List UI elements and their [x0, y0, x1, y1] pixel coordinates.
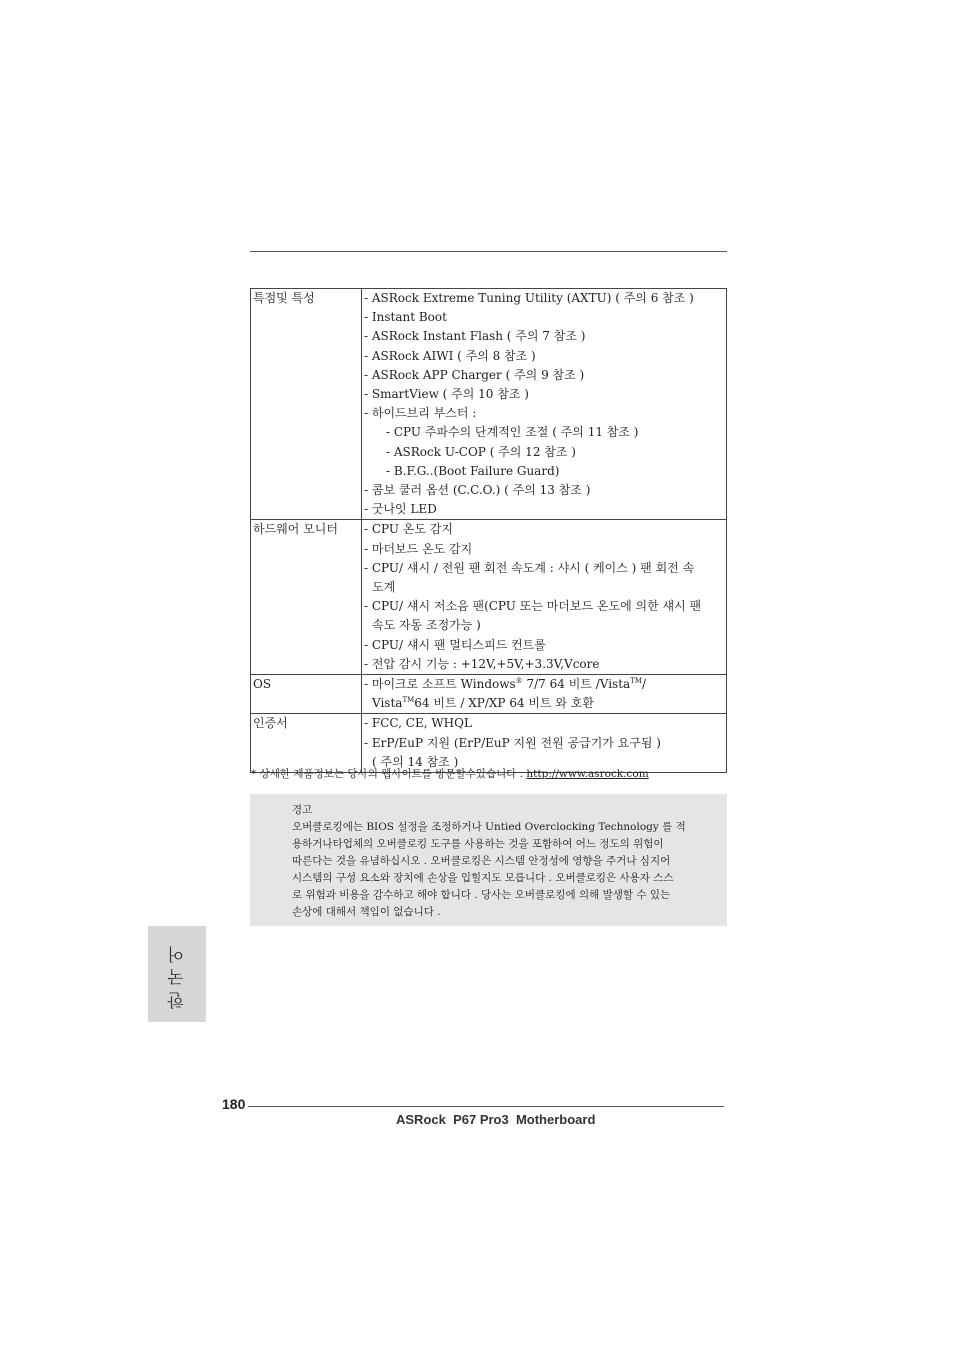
os-text: 64 비트 / XP/XP 64 비트 와 호환 — [414, 696, 594, 711]
language-tab — [148, 926, 206, 1022]
list-item: ( 주의 14 참조 ) — [372, 754, 459, 769]
trademark-mark: TM — [402, 696, 415, 705]
warning-line: 용하거나타업체의 오버클로킹 도구를 사용하는 것을 포함하여 어느 정도의 위험이 — [292, 838, 664, 850]
list-item: - 마더보드 온도 감지 — [364, 541, 473, 556]
row-label-os: OS — [251, 675, 362, 714]
table-row — [251, 520, 727, 675]
list-item: - ErP/EuP 지원 (ErP/EuP 지원 전원 공급기가 요구됨 ) — [364, 735, 661, 750]
os-text: - 마이크로 소프트 Windows — [364, 677, 516, 692]
footer-divider — [248, 1106, 724, 1107]
row-value-certification — [362, 714, 727, 773]
os-line-1 — [364, 675, 724, 694]
row-label-features: 특점및 특성 — [251, 289, 362, 520]
table-row — [251, 289, 727, 520]
list-item: - FCC, CE, WHQL — [364, 716, 472, 731]
list-item: 속도 자동 조정가능 ) — [372, 618, 481, 633]
os-text: / — [642, 677, 647, 692]
list-item: - 전압 감시 기능 : +12V,+5V,+3.3V,Vcore — [364, 656, 600, 671]
warning-line: 오버클로킹에는 BIOS 설정을 조정하거나 Untied Overclocking Technology 를 적 — [292, 821, 686, 833]
warning-box — [250, 794, 727, 926]
list-item: - ASRock APP Charger ( 주의 9 참조 ) — [364, 367, 585, 382]
warning-line: 로 위험과 비용을 감수하고 해야 합니다 . 당사는 오버클로킹에 의해 발생할 수 있는 — [292, 889, 671, 901]
registered-mark: ® — [515, 677, 523, 686]
warning-line: 따른다는 것을 유념하십시오 . 오버클로킹은 시스템 안정성에 영향을 주거나 심지어 — [292, 855, 671, 867]
row-label-certification: 인증서 — [251, 714, 362, 773]
list-item: - CPU/ 섀시 저소음 팬(CPU 또는 마더보드 온도에 의한 섀시 팬 — [364, 599, 702, 614]
list-item: - CPU/ 섀시 팬 멀티스피드 컨트롤 — [364, 637, 546, 652]
list-item: - ASRock U-COP ( 주의 12 참조 ) — [386, 444, 576, 459]
row-value-hardware-monitor — [362, 520, 727, 675]
list-item: - CPU/ 섀시 / 전원 팬 회전 속도계 : 샤시 ( 케이스 ) 팬 회전 속 — [364, 560, 695, 575]
list-item: - CPU 온도 감지 — [364, 522, 454, 537]
page-number: 180 — [222, 1096, 246, 1112]
website-link[interactable]: http://www.asrock.com — [526, 768, 649, 780]
os-line-2 — [364, 694, 724, 713]
warning-line: 시스템의 구성 요소와 장치에 손상을 입힐지도 모릅니다 . 오버클로킹은 사용자 스스 — [292, 872, 674, 884]
list-item: - 콤보 쿨러 옵션 (C.C.O.) ( 주의 13 참조 ) — [364, 483, 591, 498]
os-text: 7/7 64 비트 /Vista — [522, 677, 631, 692]
row-value-features — [362, 289, 727, 520]
list-item: - ASRock AIWI ( 주의 8 참조 ) — [364, 348, 536, 363]
list-item: - B.F.G..(Boot Failure Guard) — [386, 463, 560, 478]
table-row — [251, 714, 727, 773]
list-item: 도계 — [372, 580, 396, 595]
list-item: - ASRock Instant Flash ( 주의 7 참조 ) — [364, 329, 586, 344]
list-item: - ASRock Extreme Tuning Utility (AXTU) ( 주의 6 참조 ) — [364, 291, 694, 305]
list-item: - 하이드브리 부스터 : — [364, 406, 477, 421]
row-value-os — [362, 675, 727, 714]
warning-title: 경고 — [292, 804, 313, 816]
footnote — [251, 767, 649, 781]
table-row — [251, 675, 727, 714]
list-item: - SmartView ( 주의 10 참조 ) — [364, 387, 529, 402]
trademark-mark: TM — [630, 677, 643, 686]
warning-line: 손상에 대해서 책임이 없습니다 . — [292, 906, 441, 918]
os-text: Vista — [372, 696, 403, 711]
footnote-text: * 상세한 제품정보는 당사의 웹사이트를 방문할수있습니다 . — [251, 768, 527, 780]
list-item: - Instant Boot — [364, 310, 447, 325]
list-item: - 굿나잇 LED — [364, 502, 437, 517]
list-item: - CPU 주파수의 단계적인 조절 ( 주의 11 참조 ) — [386, 425, 639, 440]
language-tab-label: 한국어 — [167, 939, 188, 1009]
row-label-hardware-monitor: 하드웨어 모니터 — [251, 520, 362, 675]
top-divider — [250, 251, 727, 252]
spec-table — [250, 288, 727, 773]
footer-title: ASRock P67 Pro3 Motherboard — [396, 1112, 596, 1127]
